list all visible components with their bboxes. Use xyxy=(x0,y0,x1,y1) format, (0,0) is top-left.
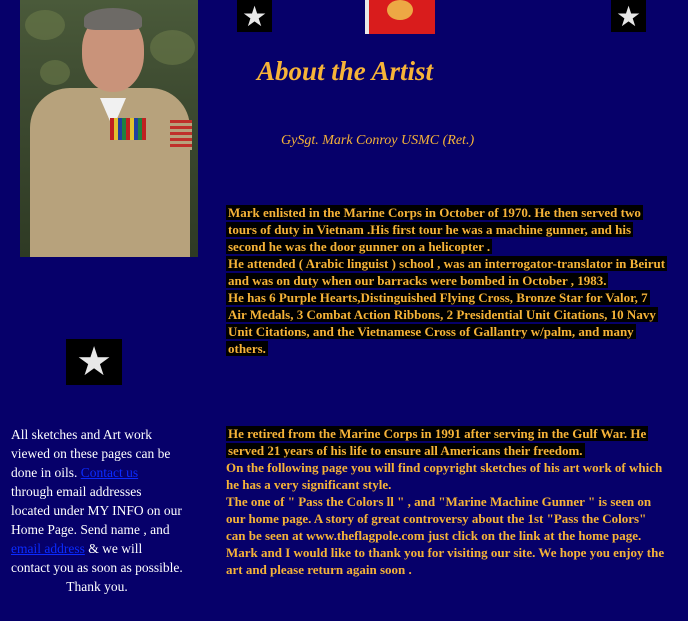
bio-paragraph: He has 6 Purple Hearts,Distinguished Flying Cross, Bronze Star for Valor, 7 Air Medals, 3 Combat Action Ribbons, 2 Presidential Unit Citations, 10 Navy Unit Citations, and the Vietnamese Cross of Gallantry w/palm, and many others. xyxy=(228,290,656,356)
artist-name-subtitle: GySgt. Mark Conroy USMC (Ret.) xyxy=(281,133,475,148)
bio-paragraph: The one of " Pass the Colors ll " , and "Marine Machine Gunner " is seen on our home page. A story of great controversy about the 1st "Pass the Colors" can be seen at www.theflagpole.com just click on the link at the home page. xyxy=(226,494,652,543)
contact-note-text: through email addresses located under MY INFO on our Home Page. Send name , and xyxy=(11,484,182,537)
bio-paragraph: He retired from the Marine Corps in 1991 after serving in the Gulf War. He served 21 years of his life to ensure all Americans their freedom. xyxy=(228,426,647,458)
contact-note-text: All sketches and Art work viewed on these pages can be done in oils. xyxy=(11,427,171,480)
marine-corps-flag-icon xyxy=(365,0,435,34)
contact-note xyxy=(11,425,183,596)
page-title: About the Artist xyxy=(257,56,434,86)
artist-photo xyxy=(20,0,198,257)
thank-you-text: Thank you. xyxy=(66,579,128,594)
bio-block-1 xyxy=(226,204,666,357)
contact-note-text: & we will contact you as soon as possible. xyxy=(11,541,183,575)
star-icon: ★ xyxy=(66,339,122,385)
bio-paragraph: Mark and I would like to thank you for visiting our site. We hope you enjoy the art and please return again soon . xyxy=(226,545,665,577)
star-icon: ★ xyxy=(611,0,646,32)
bio-paragraph: On the following page you will find copyright sketches of his art work of which he has a very significant style. xyxy=(226,460,663,492)
bio-paragraph: He attended ( Arabic linguist ) school , was an interrogator-translator in Beirut and was on duty when our barracks were bombed in October , 1983. xyxy=(228,256,666,288)
bio-block-2 xyxy=(226,425,666,578)
email-address-link[interactable]: email address xyxy=(11,541,85,556)
star-icon: ★ xyxy=(237,0,272,32)
bio-paragraph: Mark enlisted in the Marine Corps in October of 1970. He then served two tours of duty in Vietnam .His first tour he was a machine gunner, and his second he was the door gunner on a helicopter . xyxy=(228,205,641,254)
contact-us-link[interactable]: Contact us xyxy=(80,465,139,480)
